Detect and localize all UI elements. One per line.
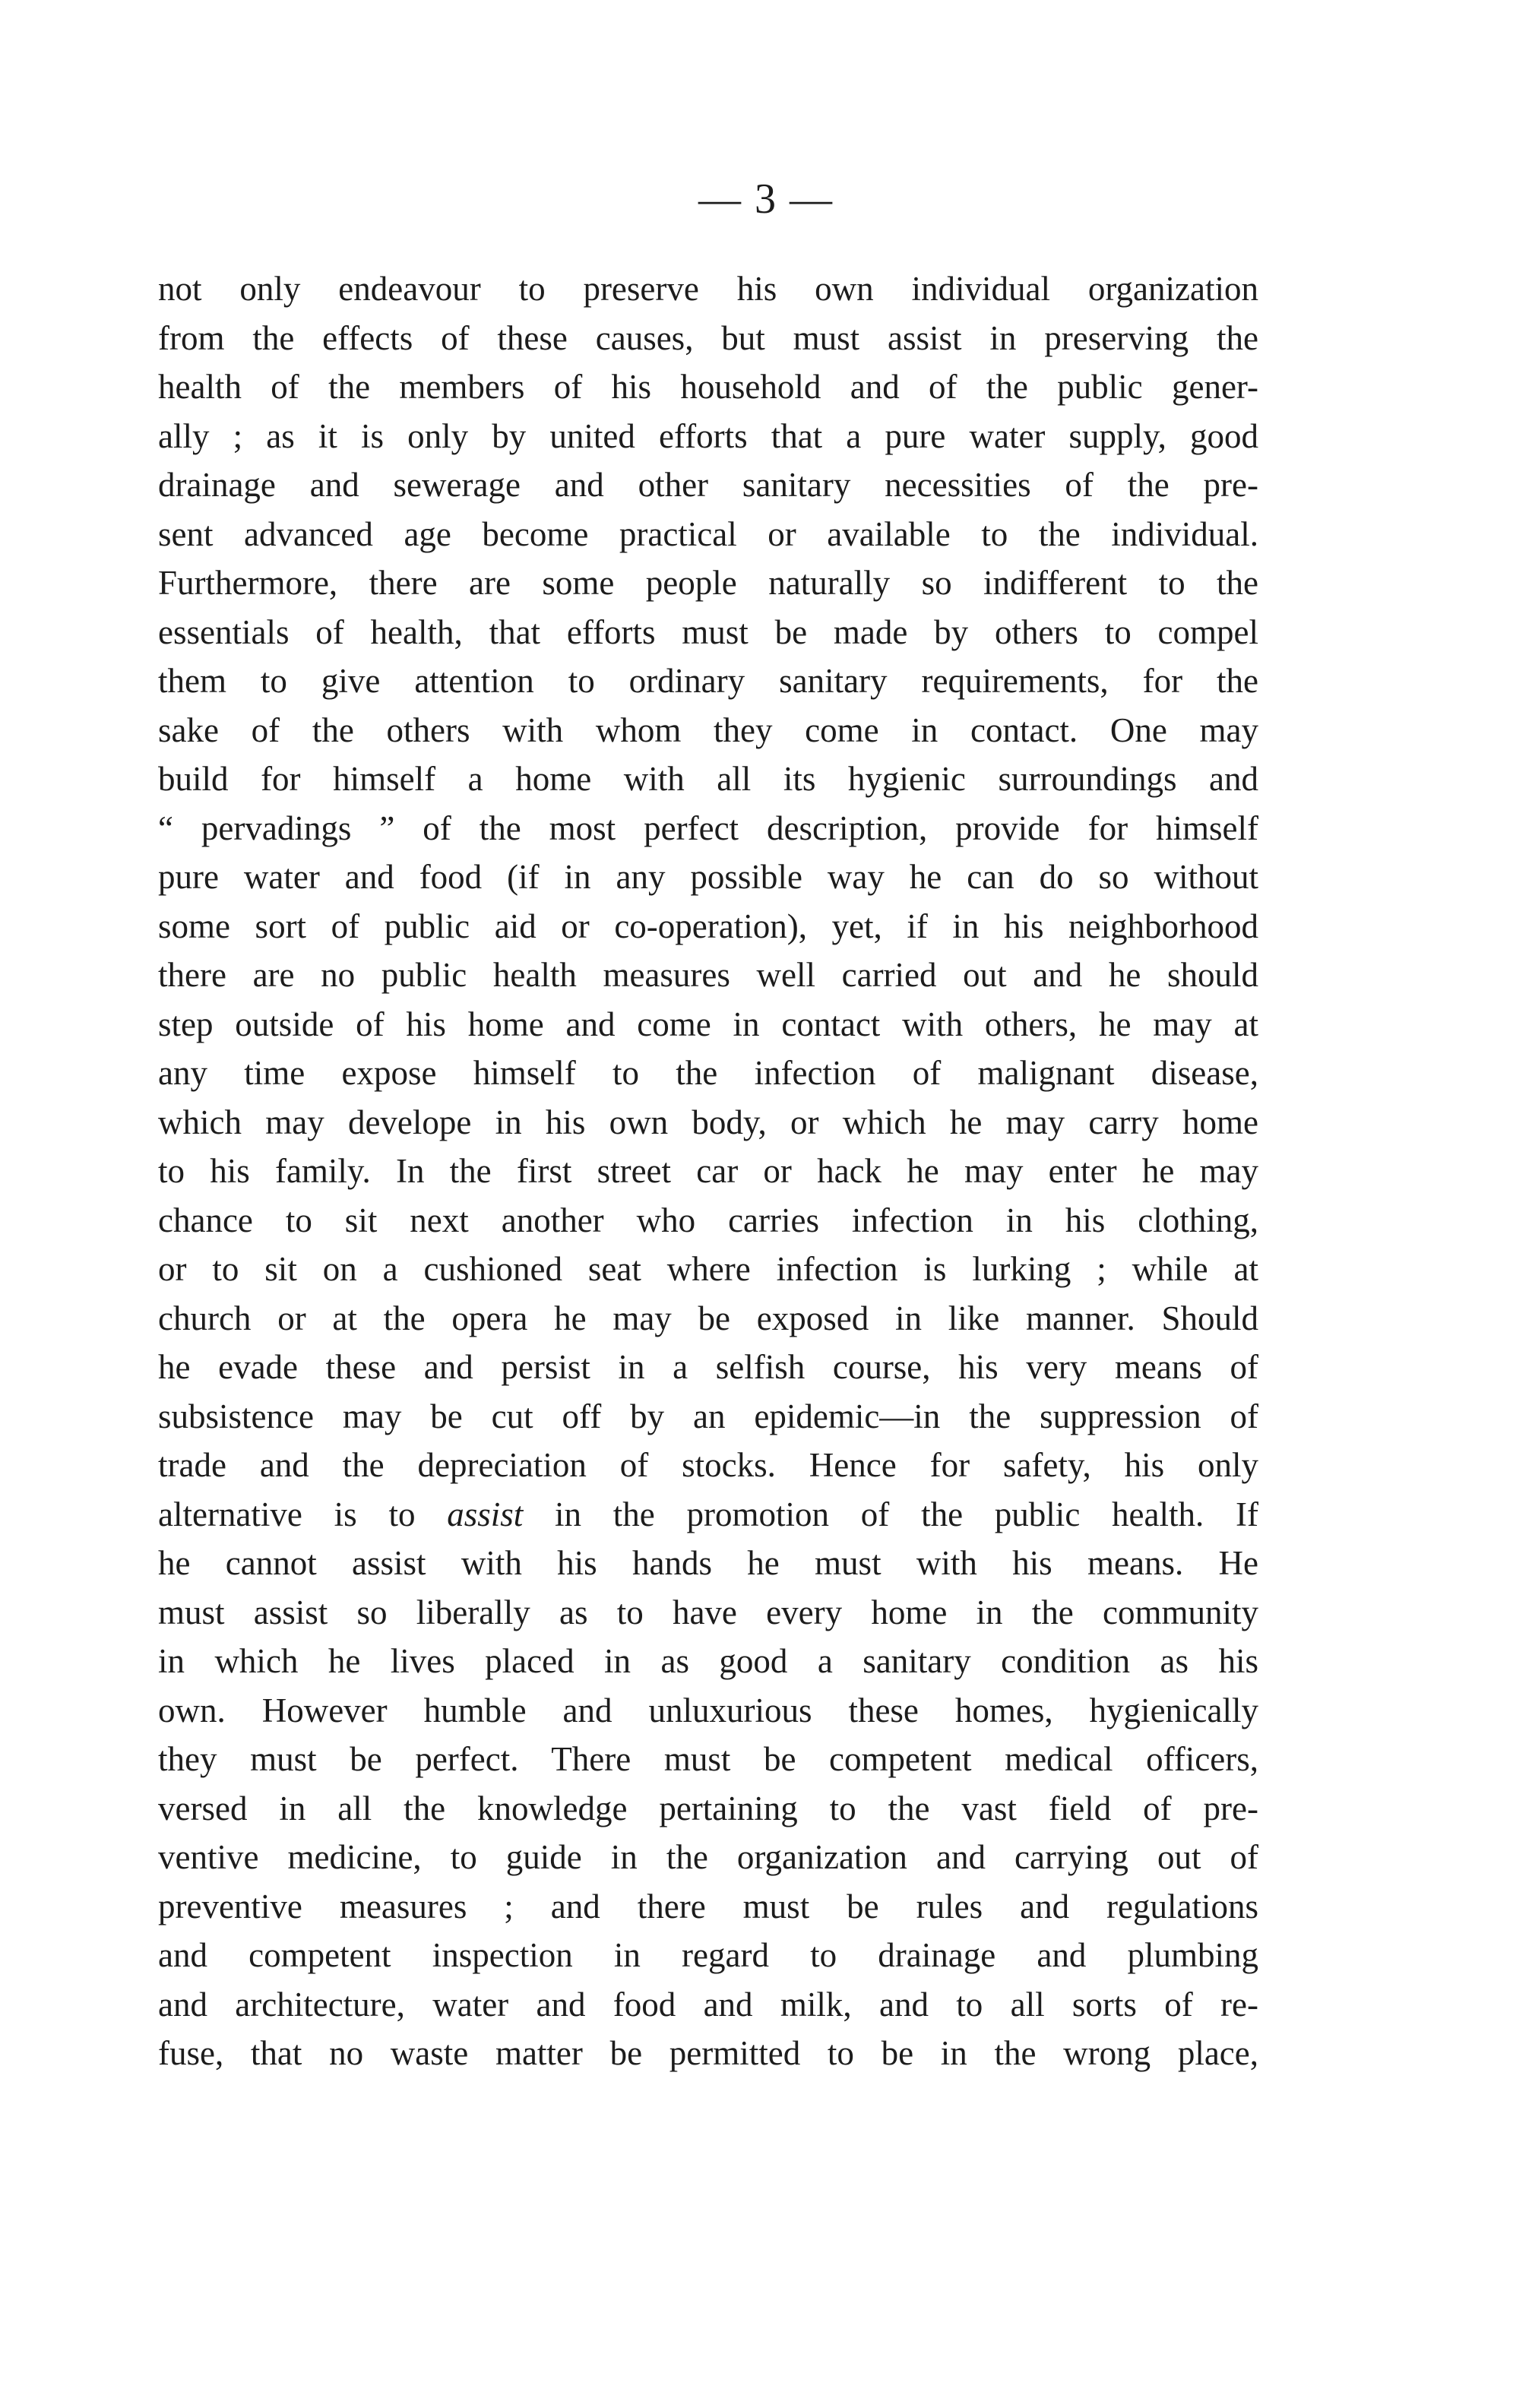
line-text: alternative is to — [158, 1495, 448, 1533]
line-text: them to give attention to ordinary sanitary requirements, for the — [158, 662, 1258, 700]
text-line — [158, 362, 1258, 412]
text-line — [158, 608, 1258, 657]
page-number: — 3 — — [698, 176, 834, 223]
line-text: ally ; as it is only by united efforts that a pure water supply, good — [158, 416, 1258, 455]
line-text: in the promotion of the public health. If — [523, 1495, 1258, 1533]
line-text: and competent inspection in regard to drainage and plumbing — [158, 1936, 1258, 1974]
text-line — [158, 657, 1258, 706]
text-line — [158, 1784, 1258, 1834]
line-text: fuse, that no waste matter be permitted to be in the wrong place, — [158, 2034, 1258, 2072]
line-text: they must be perfect. There must be competent medical officers, — [158, 1740, 1258, 1778]
text-line — [158, 951, 1258, 1000]
body-text — [158, 264, 1258, 2078]
line-text: ventive medicine, to guide in the organization and carrying out of — [158, 1838, 1258, 1876]
text-line — [158, 1392, 1258, 1441]
line-text: Furthermore, there are some people naturally so indifferent to the — [158, 564, 1258, 602]
line-text: build for himself a home with all its hygienic surroundings and — [158, 760, 1258, 798]
line-text: sent advanced age become practical or available to the individual. — [158, 514, 1258, 553]
text-line — [158, 1539, 1258, 1588]
line-text: health of the members of his household and of the public gener- — [158, 368, 1258, 406]
line-text: he evade these and persist in a selfish course, his very means of — [158, 1348, 1258, 1386]
line-text: which may develope in his own body, or which he may carry home — [158, 1103, 1258, 1141]
line-text: from the effects of these causes, but must assist in preserving the — [158, 318, 1258, 357]
text-line — [158, 1686, 1258, 1736]
italic-text: assist — [447, 1495, 524, 1533]
text-line — [158, 804, 1258, 853]
line-text: church or at the opera he may be exposed in like manner. Should — [158, 1299, 1258, 1337]
line-text: must assist so liberally as to have every home in the community — [158, 1593, 1258, 1631]
text-line — [158, 2029, 1258, 2078]
text-line — [158, 853, 1258, 902]
line-text: any time expose himself to the infection of malignant disease, — [158, 1054, 1258, 1092]
line-text: sake of the others with whom they come in contact. One may — [158, 710, 1258, 749]
text-line — [158, 1882, 1258, 1932]
line-text: in which he lives placed in as good a sanitary condition as his — [158, 1642, 1258, 1680]
text-line — [158, 902, 1258, 951]
text-line — [158, 558, 1258, 608]
text-line — [158, 1000, 1258, 1049]
line-text: drainage and sewerage and other sanitary necessities of the pre- — [158, 466, 1258, 504]
line-text: step outside of his home and come in contact with others, he may at — [158, 1005, 1258, 1043]
text-line — [158, 1098, 1258, 1147]
text-line — [158, 1441, 1258, 1490]
text-line — [158, 1980, 1258, 2030]
text-line — [158, 412, 1258, 461]
text-line — [158, 314, 1258, 363]
text-line — [158, 1343, 1258, 1392]
line-text: there are no public health measures well carried out and he should — [158, 956, 1258, 994]
text-line — [158, 1735, 1258, 1784]
line-text: not only endeavour to preserve his own individual organization — [158, 270, 1258, 308]
text-line — [158, 706, 1258, 755]
line-text: to his family. In the first street car or hack he may enter he may — [158, 1152, 1258, 1190]
line-text: pure water and food (if in any possible way he can do so without — [158, 858, 1258, 896]
line-text: and architecture, water and food and milk, and to all sorts of re- — [158, 1985, 1258, 2024]
text-line — [158, 1049, 1258, 1098]
line-text: preventive measures ; and there must be rules and regulations — [158, 1887, 1258, 1925]
text-line — [158, 1196, 1258, 1245]
line-text: chance to sit next another who carries infection in his clothing, — [158, 1201, 1258, 1239]
line-text: subsistence may be cut off by an epidemic—in the suppression of — [158, 1397, 1258, 1435]
text-line — [158, 755, 1258, 804]
text-line — [158, 1637, 1258, 1686]
text-line — [158, 1245, 1258, 1294]
line-text: he cannot assist with his hands he must with his means. He — [158, 1544, 1258, 1582]
text-line — [158, 1833, 1258, 1882]
line-text: trade and the depreciation of stocks. Hence for safety, his only — [158, 1446, 1258, 1484]
line-text: essentials of health, that efforts must be made by others to compel — [158, 612, 1258, 651]
text-line — [158, 1931, 1258, 1980]
line-text: or to sit on a cushioned seat where infection is lurking ; while at — [158, 1250, 1258, 1288]
line-text: some sort of public aid or co-operation), yet, if in his neighborhood — [158, 907, 1258, 945]
text-line — [158, 1490, 1258, 1539]
text-line — [158, 460, 1258, 510]
text-line — [158, 510, 1258, 559]
text-line — [158, 1147, 1258, 1196]
text-line — [158, 1294, 1258, 1343]
line-text: versed in all the knowledge pertaining to the vast field of pre- — [158, 1789, 1258, 1827]
text-line — [158, 1588, 1258, 1638]
line-text: own. However humble and unluxurious these homes, hygienically — [158, 1691, 1258, 1729]
line-text: “ pervadings ” of the most perfect description, provide for himself — [158, 808, 1258, 847]
text-line — [158, 264, 1258, 314]
